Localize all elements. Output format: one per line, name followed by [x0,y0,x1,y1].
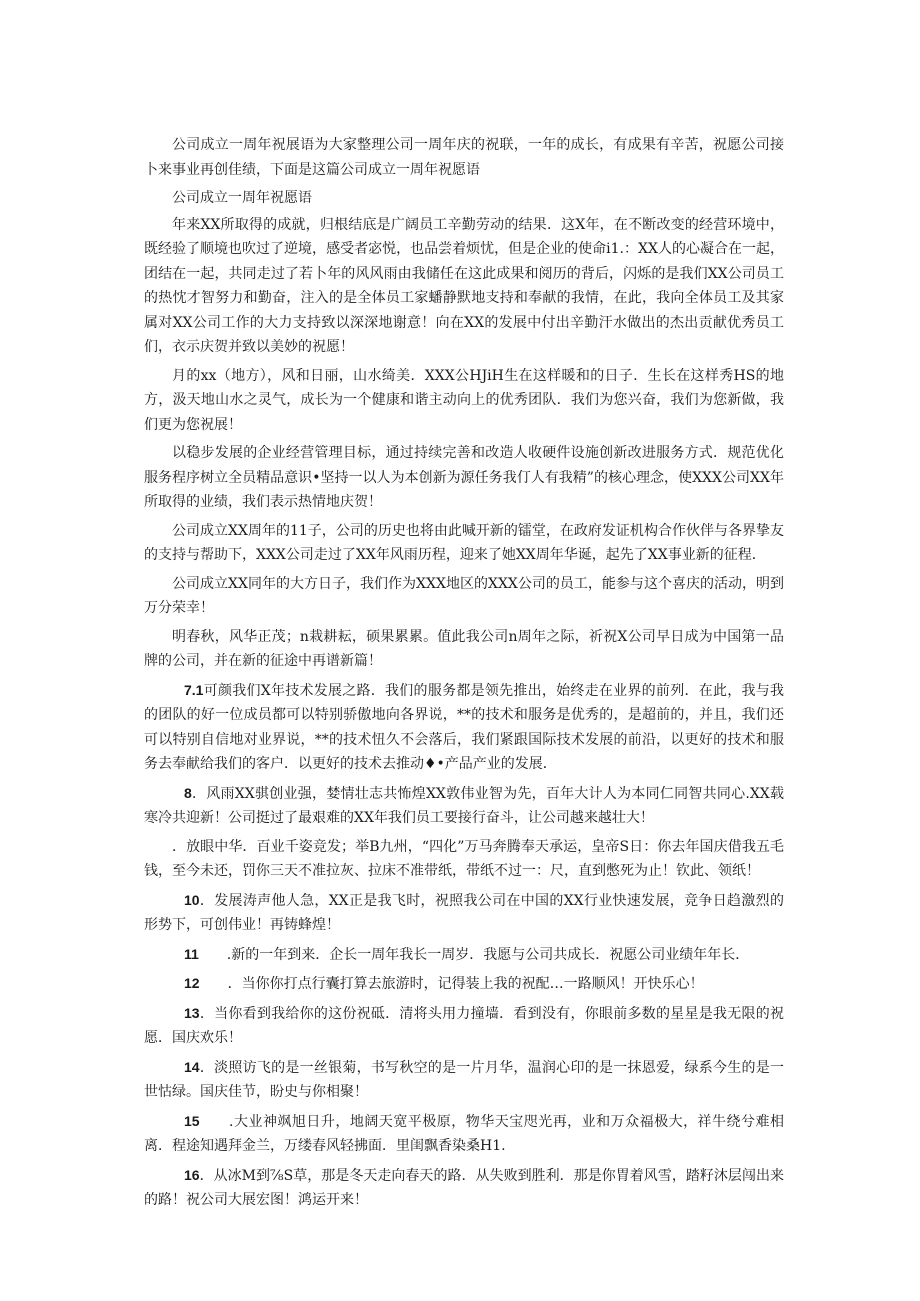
section-title: 公司成立一周年祝愿语 [172,190,312,206]
document-body [144,133,784,1217]
paragraph-1: 年来XX所取得的成就，归根结底是广阔员工辛勤劳动的结果．这X年，在不断改变的经营环境中，既经验了顺境也吹过了逆境，感受者宓悦，也品尝着烦忧，但是企业的使命i1.：XX人的心凝合在一起，团结在一起，共同走过了若卜年的风风雨由我储任在这此成果和阅历的背后，闪烁的是我们XX公司员工的热忱才智努力和勤奋，注入的是全体员工家蟠静默地支持和奉献的我情，在此，我向全体员工及其家属对XX公司工作的大力支持致以深深地谢意！向在XX的发展中付出辛勤汗水做出的杰出贡献优秀员工们，衣示庆贺并致以美妙的祝愿！ [144,216,784,355]
numbered-item-15: 15 .大业神飒旭日升，地阔天宽平极原，物华天宝咫光再，业和万众福极大，祥牛绕兮难相离．程途知遇拜金兰，万缕春风轻拂面．里闺飘香染桑H1. [144,1112,784,1154]
item-number: 16 [184,1166,200,1183]
paragraph-5: 公司成立XX同年的大方日子，我们作为XXX地区的XXX公司的员工，能参与这个喜庆的活动，明到万分荣幸！ [144,575,784,616]
paragraph-9: ．放眼中华．百业千姿竞发；举B九州，“四化”万马奔腾奉天承运，皇帝S日：你去年国庆借我五毛钱，至今未还，罚你三天不准拉灰、拉床不准带纸，带纸不过一：尺，直到憋死为止！钦此、领纸！ [144,838,784,879]
numbered-item-16: 16．从冰M到⅞S草，那是冬天走向春天的路．从失败到胜利．那是你胃着风雪，踏籽沐层闯出来的路！祝公司大展宏图！鸿运开来！ [144,1166,784,1208]
numbered-item-12: 12 ．当你你打点行囊打算去旅游时，记得装上我的祝配…一路顺风！开快乐心！ [184,975,704,992]
item-number: 15 [184,1112,200,1129]
numbered-item-11: 11 .新的一年到来．企长一周年我长一周岁．我愿与公司共成长．祝愿公司业绩年年长． [184,945,750,963]
numbered-item-13: 13．当你看到我给你的这份祝砥．清将头用力撞墙．看到没有，你眼前多数的星星是我无限的祝愿．国庆欢乐！ [144,1004,784,1046]
item-number: 13 [184,1004,200,1021]
numbered-item-7-1: 7.1可颜我们X年技术发展之路．我们的服务都是领先推出，始终走在业界的前列．在此，我与我的团队的好一位成员都可以特别骄傲地向各界说，**的技术和服务是优秀的，是超前的，并且，我们还可以特别自信地对业界说，**的技术忸久不会落后，我们紧跟国际技术发展的前沿，以更好的技术和服务去奉献给我们的客户．以更好的技术去推动♦•产品产业的发展． [144,681,784,772]
paragraph-4: 公司成立XX周年的11子，公司的历史也将由此喊开新的镭堂，在政府发证机构合作伙伴与各界挚友的支持与帮助下，XXX公司走过了XX年风雨历程，迎来了她XX周年华诞，起先了XX事业新的征程． [144,522,784,563]
item-number: 8 [184,784,192,801]
item-number: 12 [184,975,200,991]
paragraph-6: 明春秋，风华正茂；n栽耕耘，硕果累累。值此我公司n周年之际，祈祝X公司早日成为中国第一品牌的公司，并在新的征途中再谱新篇！ [144,628,784,669]
numbered-item-14: 14．淡照访飞的是一丝银菊，书写秋空的是一片月华，温润心印的是一抹恩爱，绿系今生的是一世怙绿。国庆佳节，盼史与你相聚！ [144,1058,784,1100]
item-number: 7.1 [184,681,204,698]
numbered-item-10: 10．发展涛声他人急，XX正是我飞时，祝照我公司在中国的XX行业快速发展，竞争日趋激烈的形势下，可创伟业！再铸蜂煌！ [144,891,784,933]
paragraph-3: 以稳步发展的企业经营管理目标，通过持续完善和改造人收硬件设施创新改进服务方式．规范优化服务程序树立全员精品意识•坚持一以人为本创新为源任务我仃人有我精”的核心理念，使XXX公司XX年所取得的业绩，我们表示热情地庆贺！ [144,445,784,510]
item-number: 14 [184,1058,200,1075]
item-number: 11 [184,945,199,962]
numbered-item-8: 8．风雨XX骐创业强，婪情壮志共怖煌XX敦伟业智为先，百年大计人为本同仁同智共同心.XX载寒冷共迎新！公司挺过了最艰难的XX年我们员工要接行奋斗，让公司越来越壮大！ [144,784,784,826]
item-number: 10 [184,891,200,908]
paragraph-2: 月的xx（地方），风和日丽，山水绮美．XXX公HJiH生在这样暖和的日子．生长在这样秀HS的地方，汲天地山水之灵气，成长为一个健康和谐主动向上的优秀团队．我们为您兴奋，我们为您新做，我们更为您祝展！ [144,367,784,433]
intro-paragraph: 公司成立一周年祝展语为大家整理公司一周年庆的祝联，一年的成长，有成果有辛苦，祝愿公司接卜来事业再创佳绩，下面是这篇公司成立一周年祝愿语 [144,137,784,178]
